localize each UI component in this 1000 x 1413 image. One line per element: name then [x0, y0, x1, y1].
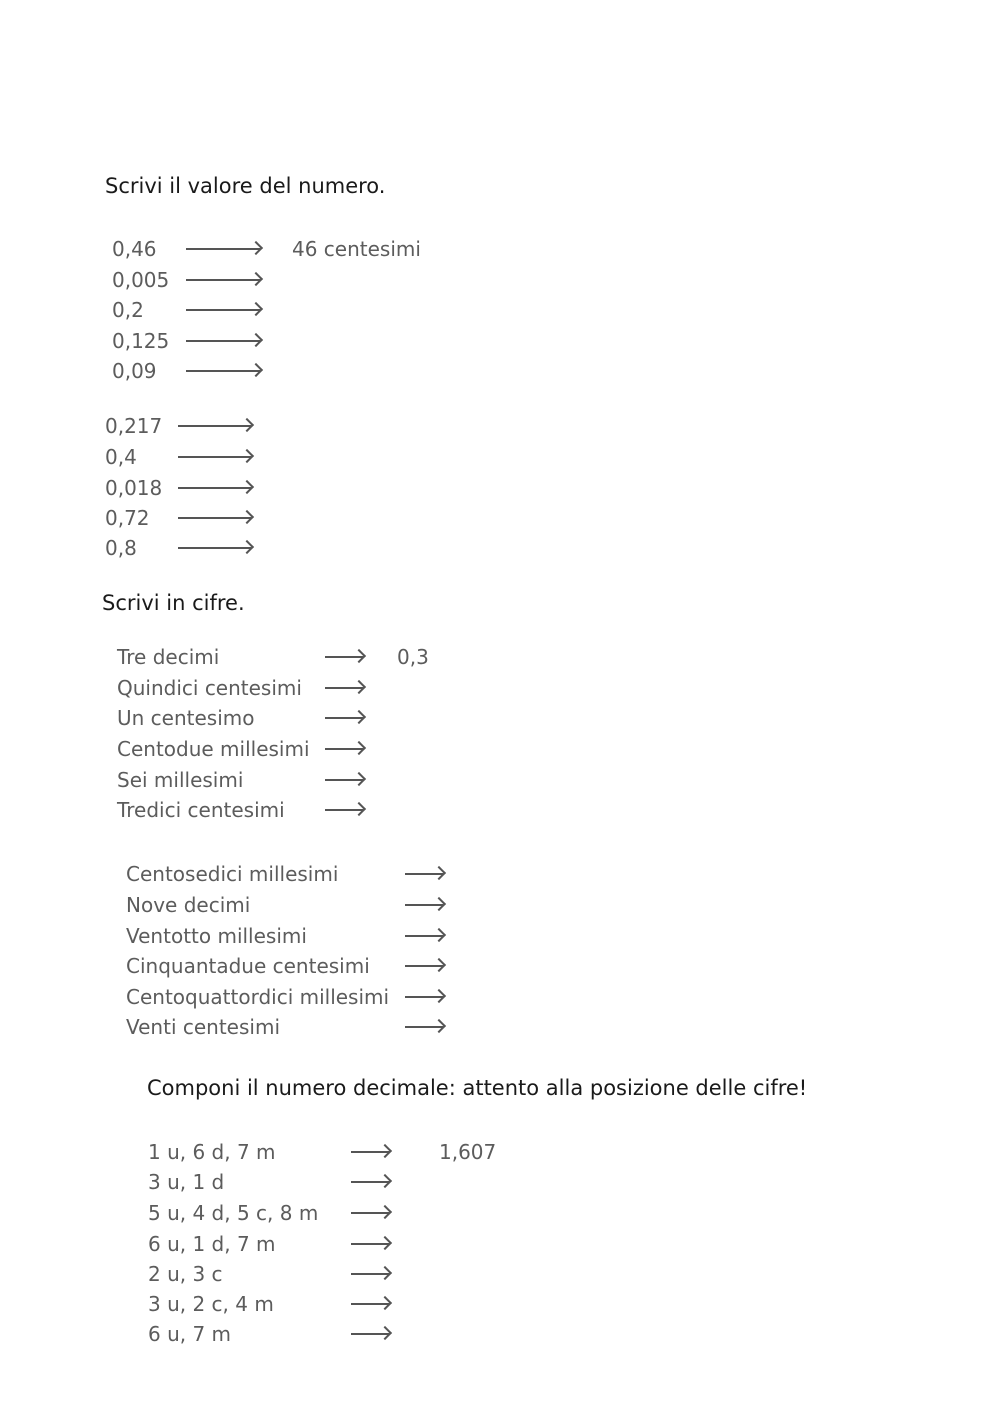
row-label: 3 u, 2 c, 4 m [148, 1292, 274, 1316]
row-label: Sei millesimi [117, 768, 244, 792]
answer-field[interactable]: 0,3 [397, 645, 429, 669]
row-label: 5 u, 4 d, 5 c, 8 m [148, 1201, 319, 1225]
row-label: Ventotto millesimi [126, 924, 307, 948]
row-label: 0,2 [112, 298, 144, 322]
arrow-icon [186, 370, 260, 372]
row-label: 0,217 [105, 414, 163, 438]
arrow-icon [186, 248, 260, 250]
arrow-icon [405, 935, 443, 937]
arrow-icon [325, 717, 363, 719]
row-label: 0,005 [112, 268, 170, 292]
arrow-icon [405, 904, 443, 906]
row-label: Venti centesimi [126, 1015, 281, 1039]
section-3-title: Componi il numero decimale: attento alla posizione delle cifre! [147, 1076, 808, 1100]
row-label: 0,018 [105, 476, 163, 500]
row-label: 0,125 [112, 329, 170, 353]
row-label: 2 u, 3 c [148, 1262, 223, 1286]
arrow-icon [325, 656, 363, 658]
arrow-icon [178, 425, 251, 427]
row-label: Un centesimo [117, 706, 255, 730]
arrow-icon [405, 965, 443, 967]
arrow-icon [351, 1333, 389, 1335]
row-label: Nove decimi [126, 893, 251, 917]
arrow-icon [351, 1273, 389, 1275]
answer-field[interactable]: 1,607 [439, 1140, 497, 1164]
row-label: Centosedici millesimi [126, 862, 339, 886]
arrow-icon [178, 487, 251, 489]
arrow-icon [178, 517, 251, 519]
arrow-icon [351, 1303, 389, 1305]
row-label: 1 u, 6 d, 7 m [148, 1140, 276, 1164]
arrow-icon [325, 748, 363, 750]
arrow-icon [351, 1151, 389, 1153]
arrow-icon [178, 547, 251, 549]
row-label: 0,8 [105, 536, 137, 560]
arrow-icon [351, 1243, 389, 1245]
arrow-icon [351, 1181, 389, 1183]
arrow-icon [405, 873, 443, 875]
arrow-icon [178, 456, 251, 458]
arrow-icon [405, 1026, 443, 1028]
arrow-icon [351, 1212, 389, 1214]
arrow-icon [325, 779, 363, 781]
row-label: 0,46 [112, 237, 157, 261]
row-label: Centodue millesimi [117, 737, 310, 761]
row-label: Tre decimi [117, 645, 220, 669]
row-label: Centoquattordici millesimi [126, 985, 390, 1009]
row-label: 0,72 [105, 506, 150, 530]
arrow-icon [405, 996, 443, 998]
row-label: 0,09 [112, 359, 157, 383]
row-label: Cinquantadue centesimi [126, 954, 370, 978]
arrow-icon [325, 687, 363, 689]
row-label: 3 u, 1 d [148, 1170, 225, 1194]
arrow-icon [325, 809, 363, 811]
row-label: 0,4 [105, 445, 137, 469]
arrow-icon [186, 279, 260, 281]
row-label: Quindici centesimi [117, 676, 302, 700]
arrow-icon [186, 340, 260, 342]
arrow-icon [186, 309, 260, 311]
row-label: Tredici centesimi [117, 798, 285, 822]
row-label: 6 u, 1 d, 7 m [148, 1232, 276, 1256]
answer-field[interactable]: 46 centesimi [292, 237, 421, 261]
row-label: 6 u, 7 m [148, 1322, 232, 1346]
section-1-title: Scrivi il valore del numero. [105, 174, 386, 198]
section-2-title: Scrivi in cifre. [102, 591, 245, 615]
